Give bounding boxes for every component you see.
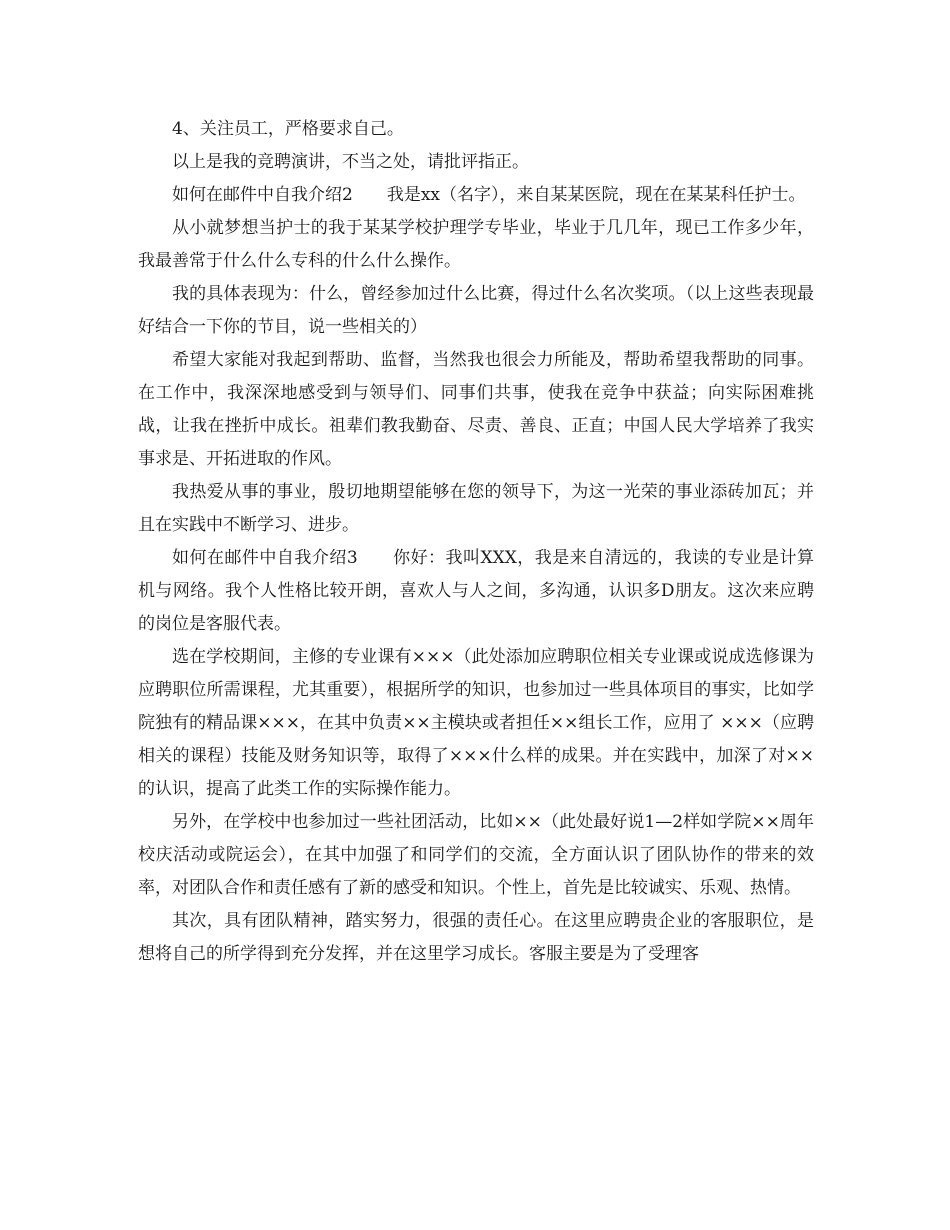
paragraph-7: 我热爱从事的事业，殷切地期望能够在您的领导下，为这一光荣的事业添砖加瓦；并且在实践中不断学习、进步。 <box>138 482 814 535</box>
paragraph-5: 我的具体表现为：什么，曾经参加过什么比赛，得过什么名次奖项。（以上这些表现最好结合一下你的节目，说一些相关的） <box>138 284 814 337</box>
paragraph-11: 其次，具有团队精神，踏实努力，很强的责任心。在这里应聘贵企业的客服职位，是想将自己的所学得到充分发挥，并在这里学习成长。客服主要是为了受理客 <box>138 911 814 964</box>
paragraph-2: 以上是我的竞聘演讲，不当之处，请批评指正。 <box>172 152 529 172</box>
paragraph-8: 如何在邮件中自我介绍3 你好：我叫XXX，我是来自清远的，我读的专业是计算机与网络。我个人性格比较开朗，喜欢人与人之间，多沟通，认识多D朋友。这次来应聘的岗位是客服代表。 <box>138 548 814 634</box>
paragraph-3: 如何在邮件中自我介绍2 我是xx（名字），来自某某医院，现在在某某科任护士。 <box>172 185 806 205</box>
paragraph-4: 从小就梦想当护士的我于某某学校护理学专毕业，毕业于几几年，现已工作多少年，我最善常于什么什么专科的什么什么操作。 <box>138 218 814 271</box>
paragraph-10: 另外，在学校中也参加过一些社团活动，比如××（此处最好说1—2样如学院××周年校庆活动或院运会），在其中加强了和同学们的交流，全方面认识了团队协作的带来的效率，对团队合作和责任感有了新的感受和知识。个性上，首先是比较诚实、乐观、热情。 <box>138 812 814 898</box>
paragraph-1: 4、关注员工，严格要求自己。 <box>172 119 404 139</box>
document-body <box>138 113 814 971</box>
paragraph-6: 希望大家能对我起到帮助、监督，当然我也很会力所能及，帮助希望我帮助的同事。在工作中，我深深地感受到与领导们、同事们共事，使我在竞争中获益；向实际困难挑战，让我在挫折中成长。祖辈们教我勤奋、尽责、善良、正直；中国人民大学培养了我实事求是、开拓进取的作风。 <box>138 350 814 469</box>
paragraph-9: 选在学校期间，主修的专业课有×××（此处添加应聘职位相关专业课或说成选修课为应聘职位所需课程，尤其重要），根据所学的知识，也参加过一些具体项目的事实，比如学院独有的精品课×××，在其中负责××主模块或者担任××组长工作，应用了 ×××（应聘相关的课程）技能及财务知识等，取得了×××什么样的成果。并在实践中，加深了对××的认识，提高了此类工作的实际操作能力。 <box>138 647 814 799</box>
